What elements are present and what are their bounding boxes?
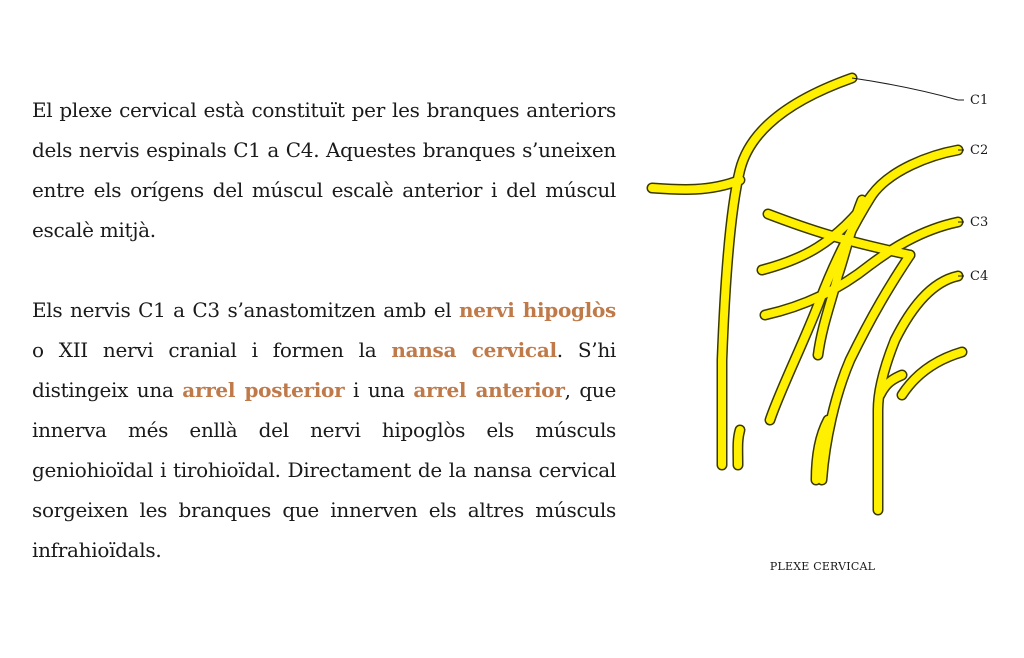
paragraph-text-2: o XII nervi cranial i formen la	[32, 338, 392, 362]
paragraph-text-4: i una	[344, 378, 414, 402]
nerve-fill-layer	[652, 78, 962, 510]
link-arrel-anterior[interactable]: arrel anterior	[413, 378, 565, 402]
paragraph-text-5: , que innerva més enllà del nervi hipoglòs els músculs geniohioïdal i tirohioïdal. Directament de la nansa cervical sorgeixen les branques que innerven els altres músculs infrahioïdals.	[32, 378, 616, 562]
paragraph-anastomosis	[32, 290, 616, 570]
label-c3: C3	[970, 215, 989, 230]
cervical-plexus-diagram	[640, 60, 1010, 520]
paragraph-text-1: Els nervis C1 a C3 s’anastomitzen amb el	[32, 298, 459, 322]
label-c2: C2	[970, 143, 989, 158]
nerve-outline-layer	[652, 78, 962, 510]
nerve-lower-branch	[902, 352, 962, 395]
link-nervi-hipoglos[interactable]: nervi hipoglòs	[458, 298, 616, 322]
nerve-c4-outline	[878, 276, 958, 510]
nerve-root-fork	[738, 430, 740, 465]
link-nansa-cervical[interactable]: nansa cervical	[391, 338, 557, 362]
paragraph-intro: El plexe cervical està constituït per les branques anteriors dels nervis espinals C1 a C4. Aquestes branques s’uneixen entre els orígens del múscul escalè anterior i del múscul escalè mitjà.	[32, 98, 616, 242]
link-arrel-posterior[interactable]: arrel posterior	[182, 378, 345, 402]
figure-caption: PLEXE CERVICAL	[769, 560, 876, 573]
paragraph-text-3: . S’hi distingeix una	[32, 338, 616, 402]
article-text	[32, 90, 616, 570]
cervical-plexus-figure	[640, 60, 1010, 520]
label-c4: C4	[970, 269, 989, 284]
leader-c1-curve	[852, 78, 958, 100]
label-c1: C1	[970, 93, 989, 108]
